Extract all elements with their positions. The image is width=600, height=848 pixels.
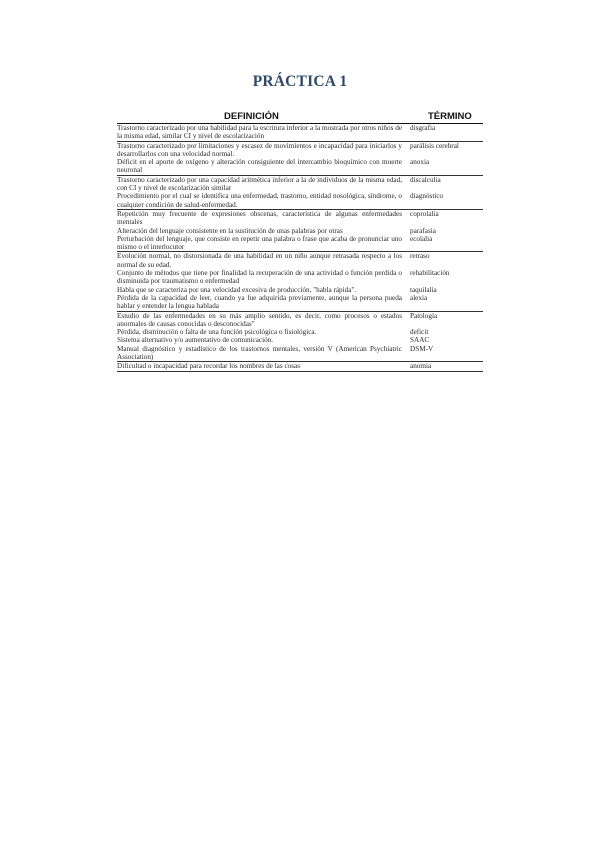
table-row [117,362,483,370]
table-group [117,311,483,362]
term-cell: parafasia [410,226,436,235]
term-cell: anomia [410,362,432,371]
term-cell: diagnóstico [410,192,444,201]
term-cell: disgrafia [410,124,436,132]
table-group [117,123,483,141]
definition-cell: Estudio de las enfermedades en su más amplio sentido, es decir, como procesos o estados anormales de causas conocidas o desconocidas" [117,311,402,328]
definition-column-header: DEFINICIÓN [224,111,279,122]
term-cell: alexia [410,293,428,302]
term-cell: Patología [410,311,438,320]
table-row [117,227,483,235]
term-cell: anoxia [410,158,430,167]
table-row [117,235,483,252]
table-row [117,192,483,209]
table-row [117,142,483,159]
term-cell: discalculia [410,175,441,184]
definition-cell: Pérdida, disminución o falta de una función psicológica o fisiológica. [117,328,317,337]
term-cell: deficit [410,328,429,337]
table-row [117,286,483,294]
table-row [117,252,483,269]
term-cell: rehabilitación [410,269,450,278]
table-row [117,124,483,141]
term-cell: DSM-V [410,344,434,353]
term-cell: parálisis cerebral [410,141,459,150]
definition-cell: Conjunto de métodos que tiene por finalidad la recuperación de una actividad o función perdida o disminuida por traumatismo o enfermedad [117,269,402,286]
definition-cell: Evolución normal, no distorsionada de una habilidad en un niño aunque retrasada respecto a los normal de su edad. [117,252,402,269]
definition-cell: Trastorno caracterizado por una capacidad aritmética inferior a la de individuos de la misma edad, con CI y nivel de escolarización similar [117,175,402,193]
table-row [117,176,483,193]
table-row [117,345,483,362]
definition-cell: Manual diagnóstico y estadístico de los trastornos mentales, versión V (American Psychiatric Association) [117,344,402,362]
table-row [117,312,483,329]
term-column-header: TÉRMINO [428,111,472,122]
table-row [117,294,483,311]
table-row [117,336,483,344]
definition-cell: Repetición muy frecuente de expresiones obscenas, característica de algunas enfermedades mentales [117,209,402,227]
table-row [117,210,483,227]
definition-cell: Pérdida de la capacidad de leer, cuando ya fue adquirida previamente, aunque la persona pueda hablar y entender la lengua hablada [117,293,402,311]
term-cell: retraso [410,252,430,261]
definition-cell: Trastorno caracterizado por una habilidad para la escritura inferior a la mostrada por otros niños de la misma edad, similar CI y nivel de escolarización [117,124,402,141]
table-group [117,141,483,175]
table-row [117,158,483,175]
definition-cell: Procedimiento por el cual se identifica una enfermedad, trastorno, entidad nosológica, síndrome, o cualquier condición de salud-enfermedad. [117,192,402,209]
table-row [117,269,483,286]
definition-cell: Alteración del lenguaje consistente en la sustitución de unas palabras por otras [117,226,343,235]
definition-cell: Perturbación del lenguaje, que consiste en repetir una palabra o frase que acaba de pronunciar uno mismo o el interlocutor [117,234,402,252]
page-title: PRÁCTICA 1 [252,73,348,90]
table-row [117,328,483,336]
definition-cell: Dificultad o incapacidad para recordar los nombres de las cosas [117,362,301,371]
definition-cell: Sistema alternativo y/o aumentativo de comunicación. [117,336,274,345]
definition-cell: Habla que se caracteriza por una velocidad excesiva de producción, "habla rápida". [117,285,357,294]
term-cell: coprolalia [410,209,439,218]
term-cell: ecolalia [410,234,433,243]
table-group [117,175,483,209]
table-group [117,251,483,310]
table-group [117,209,483,251]
table-group [117,361,483,370]
term-cell: SAAC [410,336,430,345]
term-cell: taquilalia [410,285,437,294]
definition-cell: Trastorno caracterizado por limitaciones y escasez de movimientos e incapacidad para iniciarlos y desarrollarlos con una velocidad normal. [117,141,402,158]
definitions-table [117,123,483,372]
definition-cell: Déficit en el aporte de oxígeno y alteración consiguiente del intercambio bioquímico con muerte neuronal [117,158,402,175]
